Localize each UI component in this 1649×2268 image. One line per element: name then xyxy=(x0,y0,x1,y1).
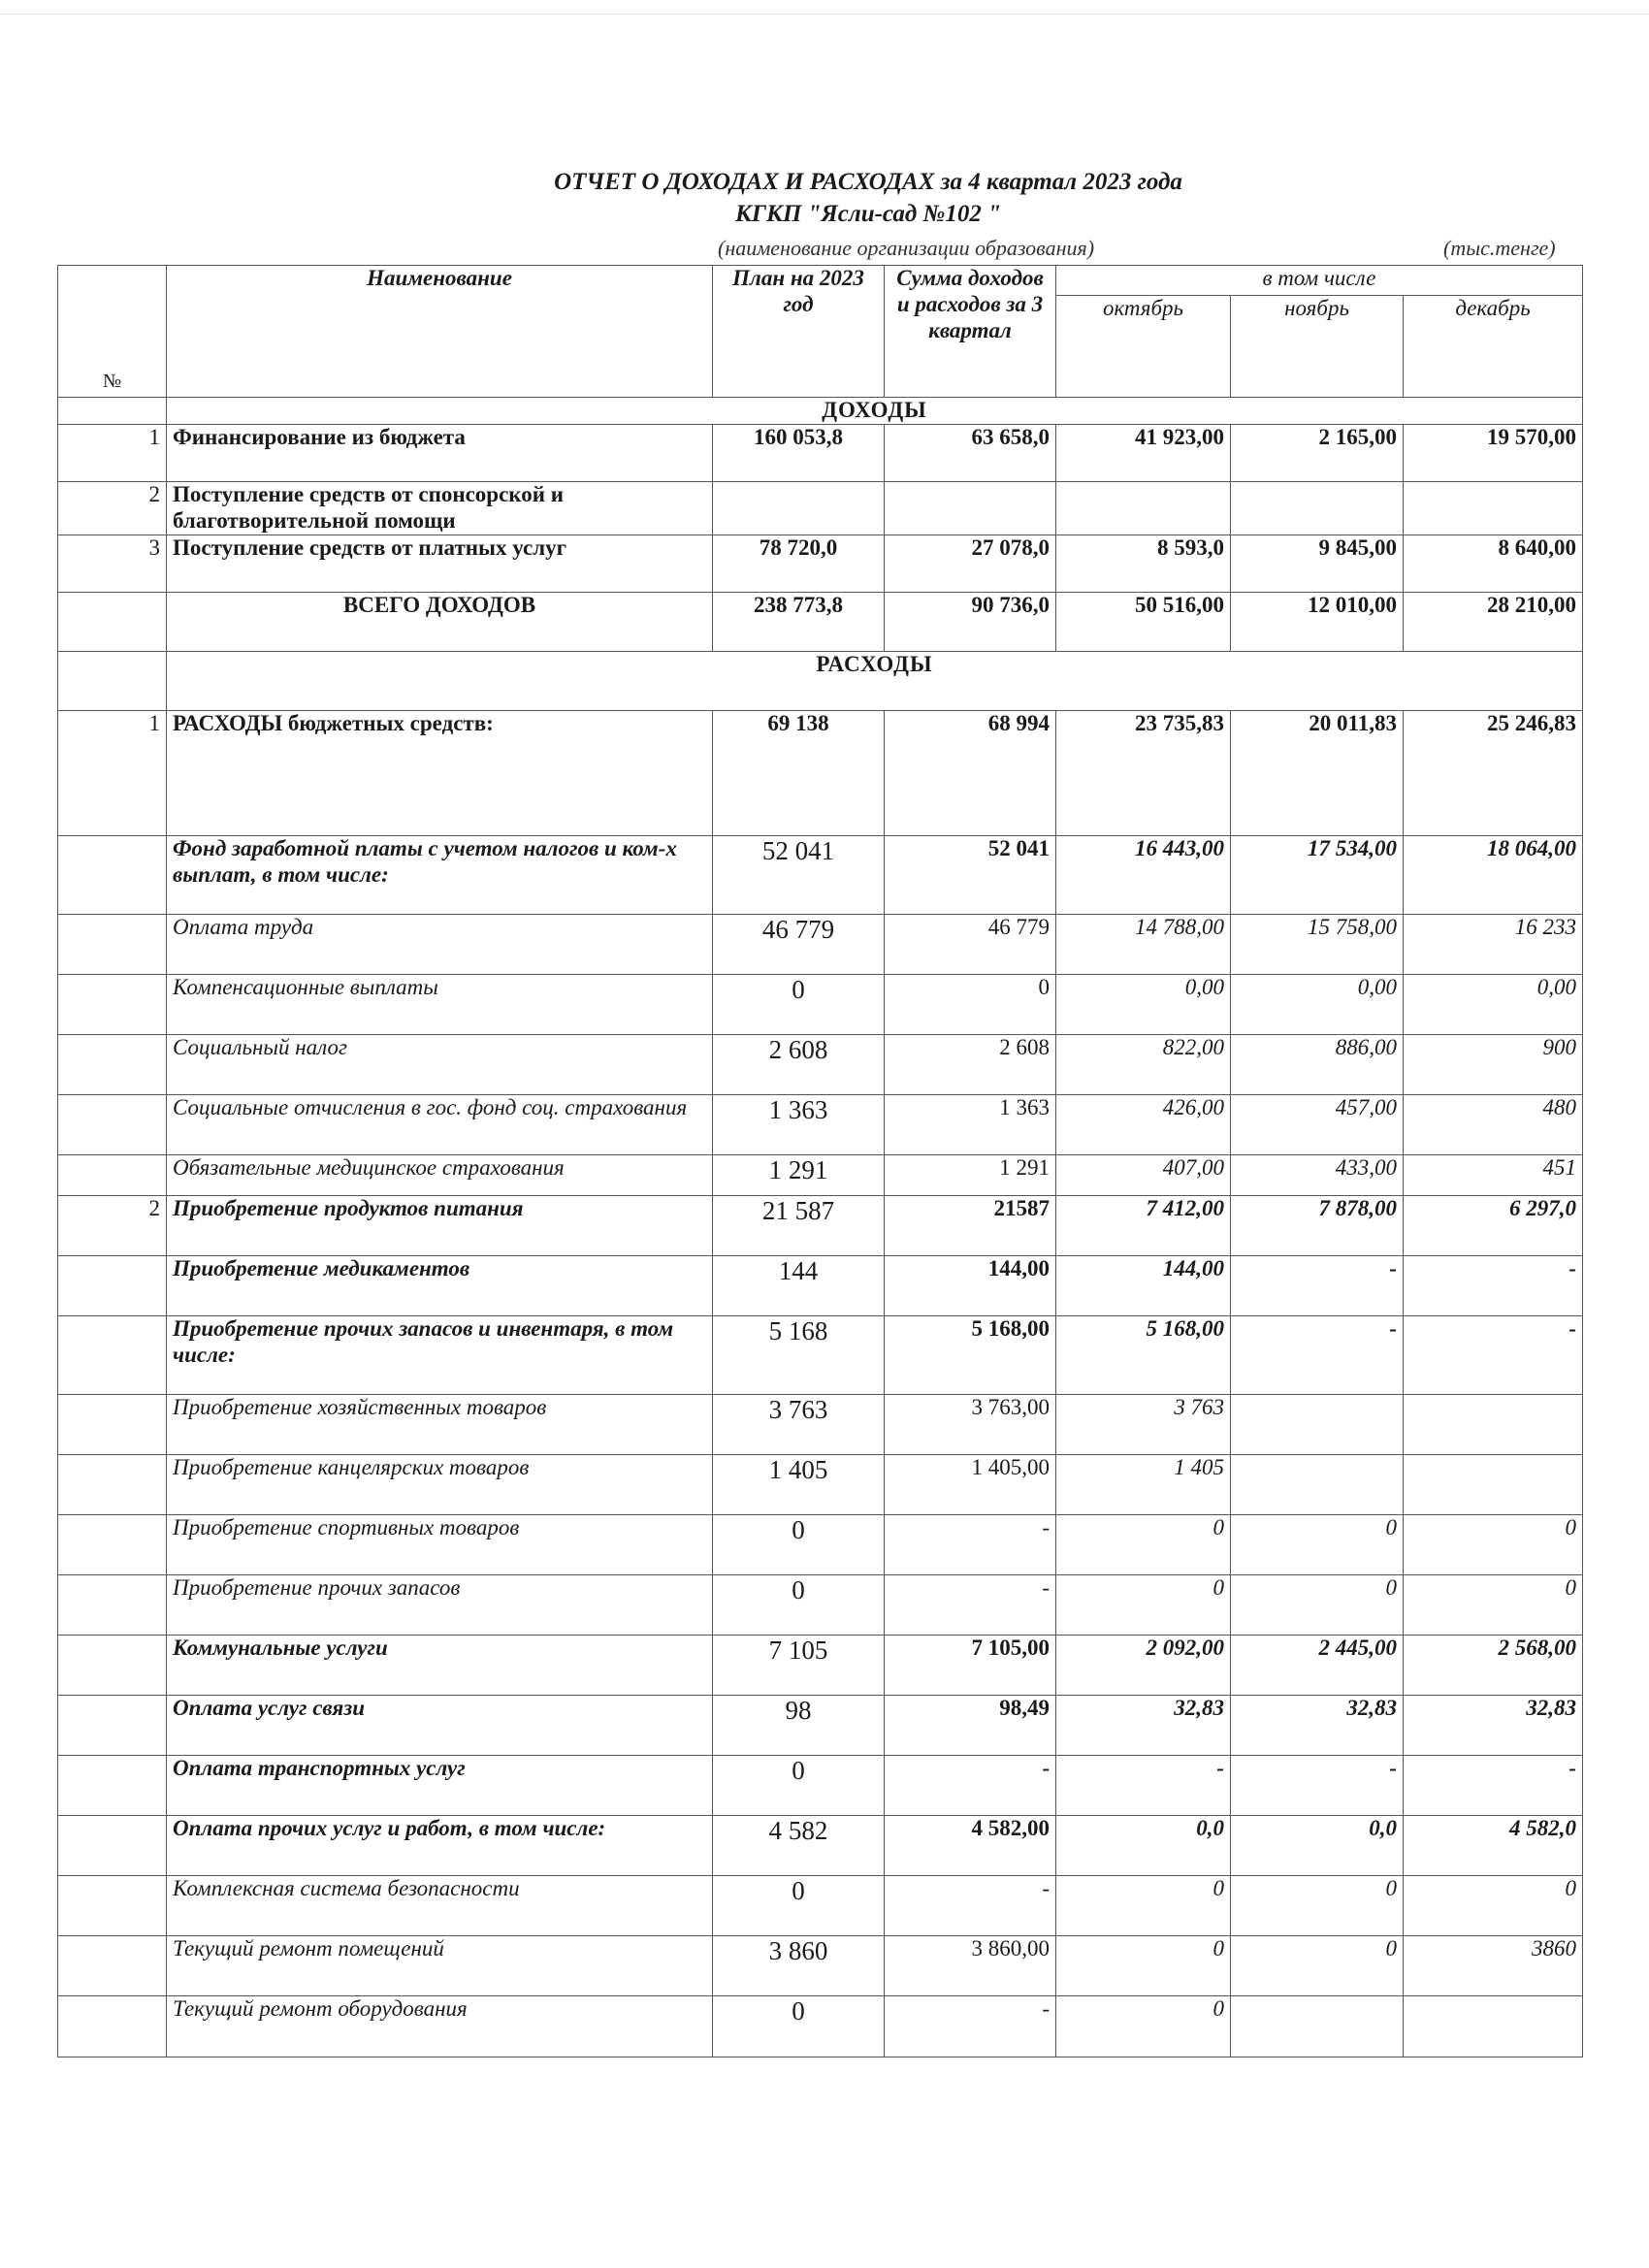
cell-sum: 46 779 xyxy=(885,914,1056,974)
row-name: Приобретение канцелярских товаров xyxy=(167,1454,713,1514)
cell-plan: 69 138 xyxy=(713,710,885,835)
cell-sum: - xyxy=(885,1875,1056,1935)
cell-sum: 4 582,00 xyxy=(885,1815,1056,1875)
row-number xyxy=(58,1454,167,1514)
table-row xyxy=(58,1094,1583,1154)
row-number xyxy=(58,1695,167,1755)
cell-plan: 2 608 xyxy=(713,1034,885,1094)
cell-m3: 0,00 xyxy=(1404,974,1583,1034)
section-title: РАСХОДЫ xyxy=(167,651,1583,710)
section-income xyxy=(58,398,1583,425)
section-expense xyxy=(58,651,1583,710)
row-number xyxy=(58,1394,167,1454)
cell-m1: 407,00 xyxy=(1056,1154,1231,1195)
cell-m2 xyxy=(1231,481,1404,535)
row-number: 1 xyxy=(58,424,167,481)
cell-m1: 2 092,00 xyxy=(1056,1635,1231,1695)
section-no-cell xyxy=(58,651,167,710)
row-number xyxy=(58,835,167,914)
total-sum: 90 736,0 xyxy=(885,592,1056,651)
header-plan: План на 2023 год xyxy=(713,266,885,398)
row-number: 2 xyxy=(58,481,167,535)
cell-m2: 0 xyxy=(1231,1514,1404,1574)
cell-m2: 0 xyxy=(1231,1574,1404,1635)
cell-m2: 32,83 xyxy=(1231,1695,1404,1755)
total-m3: 28 210,00 xyxy=(1404,592,1583,651)
table-row xyxy=(58,914,1583,974)
row-name: Приобретение медикаментов xyxy=(167,1255,713,1315)
table-row xyxy=(58,1995,1583,2057)
row-name: Оплата услуг связи xyxy=(167,1695,713,1755)
cell-m2 xyxy=(1231,1995,1404,2057)
cell-plan: 144 xyxy=(713,1255,885,1315)
cell-sum: - xyxy=(885,1574,1056,1635)
row-name: Оплата прочих услуг и работ, в том числе: xyxy=(167,1815,713,1875)
cell-m3: 25 246,83 xyxy=(1404,710,1583,835)
cell-m3: 4 582,0 xyxy=(1404,1815,1583,1875)
total-m1: 50 516,00 xyxy=(1056,592,1231,651)
cell-plan: 0 xyxy=(713,974,885,1034)
row-name: Текущий ремонт помещений xyxy=(167,1935,713,1995)
cell-m1: 144,00 xyxy=(1056,1255,1231,1315)
cell-m1: 7 412,00 xyxy=(1056,1195,1231,1255)
cell-m3 xyxy=(1404,1454,1583,1514)
cell-m1: 5 168,00 xyxy=(1056,1315,1231,1394)
cell-plan: 1 405 xyxy=(713,1454,885,1514)
cell-m3: 0 xyxy=(1404,1574,1583,1635)
row-number xyxy=(58,1995,167,2057)
row-number xyxy=(58,1875,167,1935)
cell-m2 xyxy=(1231,1454,1404,1514)
cell-m1: - xyxy=(1056,1755,1231,1815)
cell-sum: 3 763,00 xyxy=(885,1394,1056,1454)
table-row xyxy=(58,1154,1583,1195)
cell-m3 xyxy=(1404,1394,1583,1454)
cell-m2: 457,00 xyxy=(1231,1094,1404,1154)
row-number xyxy=(58,592,167,651)
cell-plan: 52 041 xyxy=(713,835,885,914)
header-december: декабрь xyxy=(1404,296,1583,398)
cell-m3: - xyxy=(1404,1255,1583,1315)
table-row xyxy=(58,1195,1583,1255)
cell-m3: - xyxy=(1404,1315,1583,1394)
cell-m3: 0 xyxy=(1404,1514,1583,1574)
cell-sum xyxy=(885,481,1056,535)
header-name: Наименование xyxy=(167,266,713,398)
cell-plan: 5 168 xyxy=(713,1315,885,1394)
cell-sum: 52 041 xyxy=(885,835,1056,914)
cell-plan: 7 105 xyxy=(713,1635,885,1695)
cell-plan: 46 779 xyxy=(713,914,885,974)
row-number xyxy=(58,1635,167,1695)
cell-sum: 7 105,00 xyxy=(885,1635,1056,1695)
cell-m2: 433,00 xyxy=(1231,1154,1404,1195)
cell-plan: 0 xyxy=(713,1995,885,2057)
row-number xyxy=(58,1094,167,1154)
cell-m3: 8 640,00 xyxy=(1404,535,1583,592)
cell-m1: 822,00 xyxy=(1056,1034,1231,1094)
cell-m3: 16 233 xyxy=(1404,914,1583,974)
row-name: Комплексная система безопасности xyxy=(167,1875,713,1935)
cell-plan: 3 763 xyxy=(713,1394,885,1454)
cell-m1: 426,00 xyxy=(1056,1094,1231,1154)
header-november: ноябрь xyxy=(1231,296,1404,398)
table-row xyxy=(58,1695,1583,1755)
cell-m1: 3 763 xyxy=(1056,1394,1231,1454)
unit-caption: (тыс.тенге) xyxy=(1443,236,1556,260)
cell-plan: 1 363 xyxy=(713,1094,885,1154)
row-number xyxy=(58,1755,167,1815)
cell-m3: 18 064,00 xyxy=(1404,835,1583,914)
table-row xyxy=(58,1875,1583,1935)
cell-sum: 63 658,0 xyxy=(885,424,1056,481)
cell-m3: 19 570,00 xyxy=(1404,424,1583,481)
table-row xyxy=(58,1514,1583,1574)
row-number xyxy=(58,1514,167,1574)
cell-m3: 32,83 xyxy=(1404,1695,1583,1755)
table-row xyxy=(58,1034,1583,1094)
row-number xyxy=(58,1315,167,1394)
total-m2: 12 010,00 xyxy=(1231,592,1404,651)
cell-m2: 15 758,00 xyxy=(1231,914,1404,974)
cell-plan: 1 291 xyxy=(713,1154,885,1195)
cell-sum: 144,00 xyxy=(885,1255,1056,1315)
row-number xyxy=(58,1574,167,1635)
cell-sum: - xyxy=(885,1995,1056,2057)
table-row xyxy=(58,1815,1583,1875)
row-name: Оплата труда xyxy=(167,914,713,974)
cell-sum: - xyxy=(885,1514,1056,1574)
cell-m1: 23 735,83 xyxy=(1056,710,1231,835)
cell-sum: 21587 xyxy=(885,1195,1056,1255)
cell-sum: 3 860,00 xyxy=(885,1935,1056,1995)
cell-m1: 1 405 xyxy=(1056,1454,1231,1514)
table-row xyxy=(58,1574,1583,1635)
row-name: Поступление средств от платных услуг xyxy=(167,535,713,592)
row-name: Приобретение спортивных товаров xyxy=(167,1514,713,1574)
total-plan: 238 773,8 xyxy=(713,592,885,651)
table-row xyxy=(58,481,1583,535)
cell-plan: 3 860 xyxy=(713,1935,885,1995)
table-row xyxy=(58,835,1583,914)
row-number xyxy=(58,1255,167,1315)
table-row xyxy=(58,535,1583,592)
table-row xyxy=(58,1454,1583,1514)
cell-m3 xyxy=(1404,1995,1583,2057)
cell-sum: 1 363 xyxy=(885,1094,1056,1154)
row-name: Приобретение прочих запасов xyxy=(167,1574,713,1635)
cell-m2: 2 445,00 xyxy=(1231,1635,1404,1695)
cell-m1: 8 593,0 xyxy=(1056,535,1231,592)
row-name: Коммунальные услуги xyxy=(167,1635,713,1695)
cell-m1: 0 xyxy=(1056,1875,1231,1935)
income-total-row xyxy=(58,592,1583,651)
cell-plan: 4 582 xyxy=(713,1815,885,1875)
row-number xyxy=(58,914,167,974)
table-row xyxy=(58,1394,1583,1454)
section-title: ДОХОДЫ xyxy=(167,398,1583,425)
organization-name: КГКП "Ясли-сад №102 " xyxy=(734,201,1002,227)
cell-m1: 0 xyxy=(1056,1935,1231,1995)
cell-m2: 0,0 xyxy=(1231,1815,1404,1875)
cell-m1: 16 443,00 xyxy=(1056,835,1231,914)
cell-m2: - xyxy=(1231,1755,1404,1815)
cell-plan: 0 xyxy=(713,1755,885,1815)
row-number: 3 xyxy=(58,535,167,592)
cell-m3: 3860 xyxy=(1404,1935,1583,1995)
cell-m2: 0 xyxy=(1231,1935,1404,1995)
row-name: Компенсационные выплаты xyxy=(167,974,713,1034)
cell-m1: 0 xyxy=(1056,1995,1231,2057)
row-number xyxy=(58,1034,167,1094)
header-incl: в том числе xyxy=(1056,266,1583,296)
table-row xyxy=(58,1755,1583,1815)
table-row xyxy=(58,1635,1583,1695)
cell-m2: 2 165,00 xyxy=(1231,424,1404,481)
cell-plan: 0 xyxy=(713,1875,885,1935)
income-expense-table xyxy=(57,265,1583,2057)
cell-m1: 0 xyxy=(1056,1574,1231,1635)
cell-m3: - xyxy=(1404,1755,1583,1815)
header-sum: Сумма доходов и расходов за 3 квартал xyxy=(885,266,1056,398)
header-row xyxy=(58,266,1583,296)
row-name: Приобретение хозяйственных товаров xyxy=(167,1394,713,1454)
row-number: 2 xyxy=(58,1195,167,1255)
row-number xyxy=(58,1815,167,1875)
cell-m2 xyxy=(1231,1394,1404,1454)
row-name: Социальные отчисления в гос. фонд соц. страхования xyxy=(167,1094,713,1154)
cell-m3: 451 xyxy=(1404,1154,1583,1195)
cell-m2: 0 xyxy=(1231,1875,1404,1935)
table-row xyxy=(58,974,1583,1034)
row-name: РАСХОДЫ бюджетных средств: xyxy=(167,710,713,835)
row-name: Текущий ремонт оборудования xyxy=(167,1995,713,2057)
cell-sum: 68 994 xyxy=(885,710,1056,835)
row-name: Обязательные медицинское страхования xyxy=(167,1154,713,1195)
cell-sum: 0 xyxy=(885,974,1056,1034)
header-no: № xyxy=(58,266,167,398)
table-body xyxy=(58,266,1583,2057)
cell-m3: 480 xyxy=(1404,1094,1583,1154)
table-row xyxy=(58,1935,1583,1995)
cell-m2: 20 011,83 xyxy=(1231,710,1404,835)
cell-m1: 0 xyxy=(1056,1514,1231,1574)
cell-m1: 0,0 xyxy=(1056,1815,1231,1875)
cell-sum: 1 405,00 xyxy=(885,1454,1056,1514)
cell-m2: 886,00 xyxy=(1231,1034,1404,1094)
row-number xyxy=(58,1154,167,1195)
cell-plan: 21 587 xyxy=(713,1195,885,1255)
header-october: октябрь xyxy=(1056,296,1231,398)
cell-m1 xyxy=(1056,481,1231,535)
cell-m3: 900 xyxy=(1404,1034,1583,1094)
row-name: Приобретение продуктов питания xyxy=(167,1195,713,1255)
cell-plan: 0 xyxy=(713,1514,885,1574)
report-title: ОТЧЕТ О ДОХОДАХ И РАСХОДАХ за 4 квартал 2023 года xyxy=(554,169,1182,195)
cell-m3: 6 297,0 xyxy=(1404,1195,1583,1255)
cell-m3 xyxy=(1404,481,1583,535)
scan-edge-line xyxy=(0,14,1649,15)
section-no-cell xyxy=(58,398,167,425)
cell-m2: 17 534,00 xyxy=(1231,835,1404,914)
cell-sum: - xyxy=(885,1755,1056,1815)
row-number: 1 xyxy=(58,710,167,835)
cell-plan xyxy=(713,481,885,535)
cell-m1: 0,00 xyxy=(1056,974,1231,1034)
cell-m1: 32,83 xyxy=(1056,1695,1231,1755)
cell-m2: - xyxy=(1231,1255,1404,1315)
table-row xyxy=(58,710,1583,835)
cell-plan: 98 xyxy=(713,1695,885,1755)
row-name: Фонд заработной платы с учетом налогов и ком-х выплат, в том числе: xyxy=(167,835,713,914)
cell-m1: 41 923,00 xyxy=(1056,424,1231,481)
cell-m2: 9 845,00 xyxy=(1231,535,1404,592)
row-name: Социальный налог xyxy=(167,1034,713,1094)
cell-m3: 2 568,00 xyxy=(1404,1635,1583,1695)
table-row xyxy=(58,1255,1583,1315)
cell-plan: 78 720,0 xyxy=(713,535,885,592)
cell-sum: 27 078,0 xyxy=(885,535,1056,592)
row-number xyxy=(58,974,167,1034)
row-name: Приобретение прочих запасов и инвентаря, в том числе: xyxy=(167,1315,713,1394)
cell-m3: 0 xyxy=(1404,1875,1583,1935)
cell-m2: 0,00 xyxy=(1231,974,1404,1034)
table-row xyxy=(58,1315,1583,1394)
cell-m2: - xyxy=(1231,1315,1404,1394)
table-row xyxy=(58,424,1583,481)
row-name: Оплата транспортных услуг xyxy=(167,1755,713,1815)
cell-sum: 5 168,00 xyxy=(885,1315,1056,1394)
cell-sum: 1 291 xyxy=(885,1154,1056,1195)
cell-plan: 160 053,8 xyxy=(713,424,885,481)
cell-m2: 7 878,00 xyxy=(1231,1195,1404,1255)
cell-sum: 98,49 xyxy=(885,1695,1056,1755)
total-label: ВСЕГО ДОХОДОВ xyxy=(167,592,713,651)
cell-m1: 14 788,00 xyxy=(1056,914,1231,974)
organization-caption: (наименование организации образования) xyxy=(718,236,1095,260)
row-number xyxy=(58,1935,167,1995)
cell-sum: 2 608 xyxy=(885,1034,1056,1094)
row-name: Финансирование из бюджета xyxy=(167,424,713,481)
row-name: Поступление средств от спонсорской и благотворительной помощи xyxy=(167,481,713,535)
cell-plan: 0 xyxy=(713,1574,885,1635)
